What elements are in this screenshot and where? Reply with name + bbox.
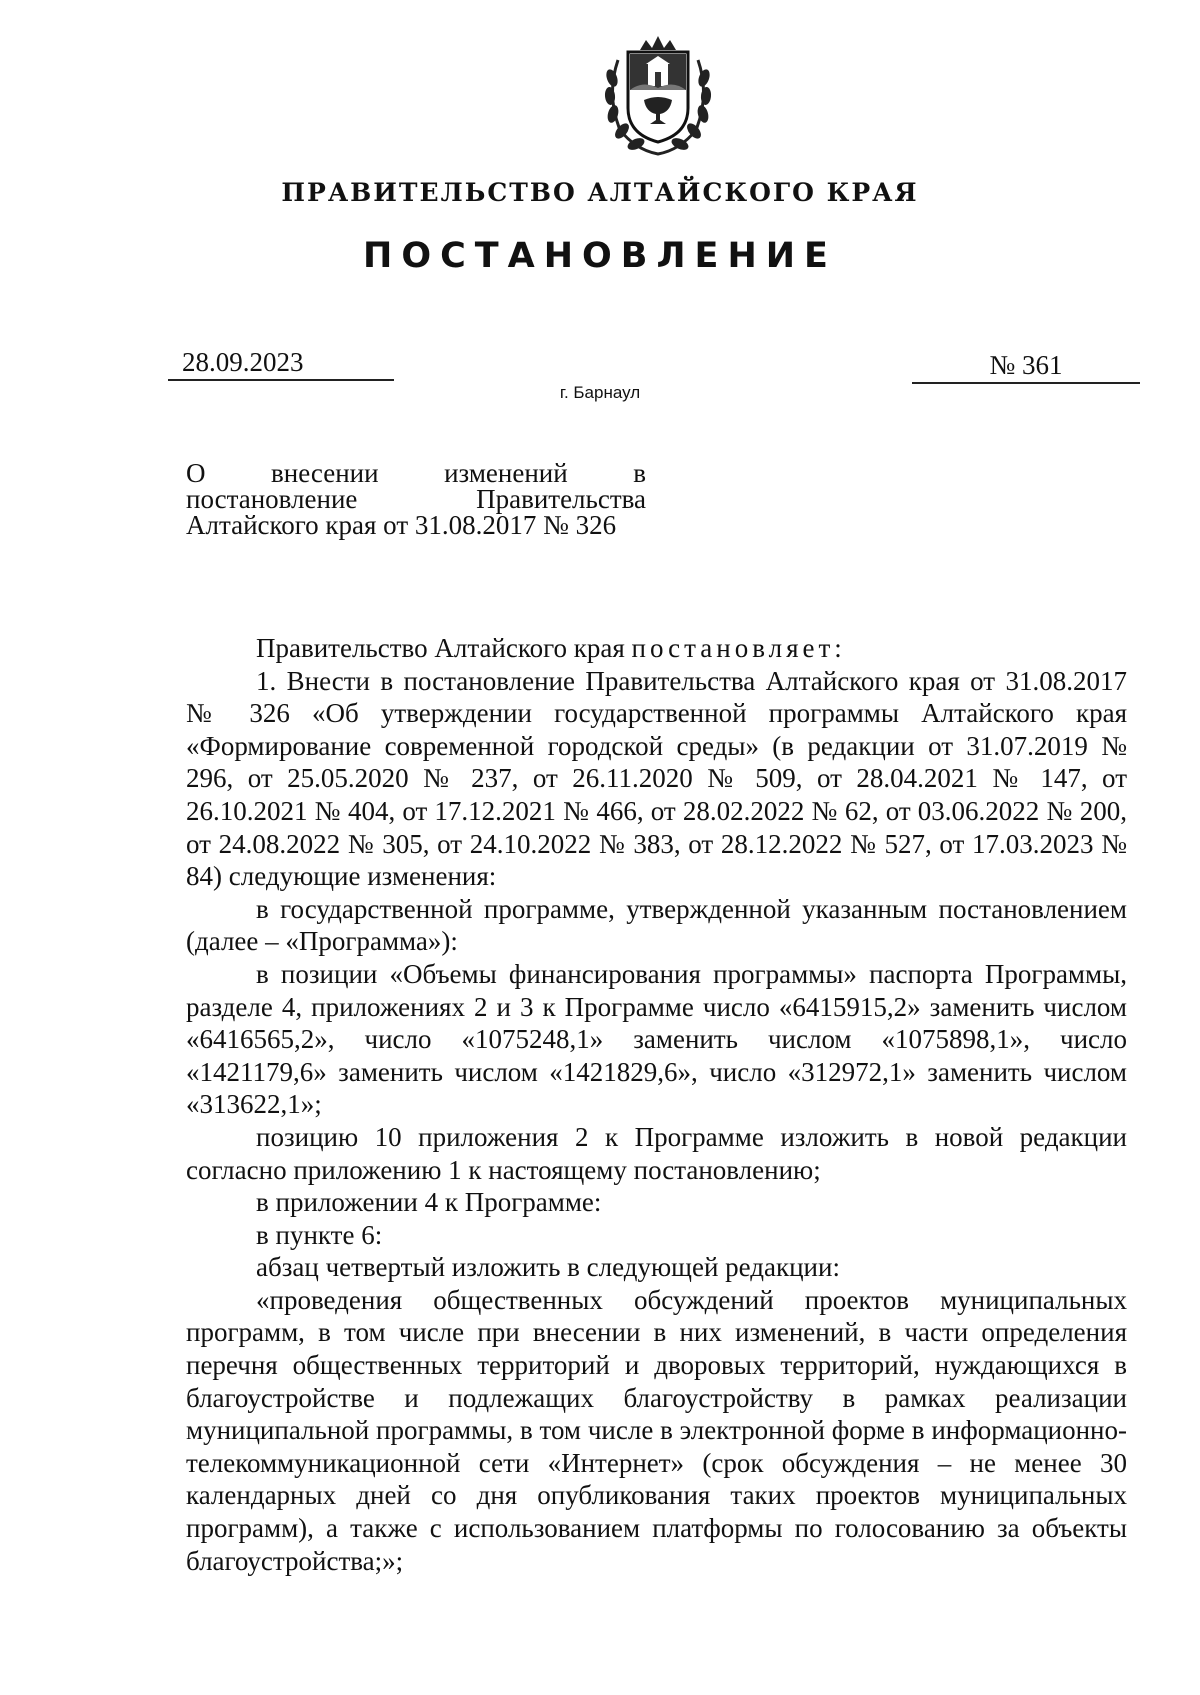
document-body — [186, 632, 1127, 1577]
subject-line: постановление Правительства — [186, 484, 646, 514]
government-name: ПРАВИТЕЛЬСТВО АЛТАЙСКОГО КРАЯ — [281, 178, 919, 207]
intro-verb: постановляет — [631, 633, 835, 663]
document-date: 28.09.2023 — [168, 347, 394, 381]
intro-paragraph — [186, 632, 1127, 665]
body-paragraph: позицию 10 приложения 2 к Программе изложить в новой редакции согласно приложению 1 к настоящему постановлению; — [186, 1121, 1127, 1185]
document-city: г. Барнаул — [559, 383, 641, 402]
body-paragraph: в пункте 6: — [256, 1219, 383, 1250]
document-number: № 361 — [912, 350, 1140, 384]
body-paragraph: в приложении 4 к Программе: — [256, 1187, 602, 1218]
subject-line: О внесении изменений в — [186, 458, 646, 488]
body-paragraph: в позиции «Объемы финансирования программы» паспорта Программы, разделе 4, приложениях 2 и 3 к Программе число «6415915,2» заменить числом «6416565,2», число «1075248,1» заменить числом «1075898,1», число «1421179,6» заменить числом «1421829,6», число «312972,1» заменить числом «313622,1»; — [186, 958, 1127, 1120]
document-subject — [186, 460, 646, 538]
coat-of-arms-emblem-icon — [598, 30, 718, 160]
document-type-title: ПОСТАНОВЛЕНИЕ — [363, 236, 837, 276]
body-paragraph: «проведения общественных обсуждений проектов муниципальных программ, в том числе при внесении в них изменений, в части определения перечня общественных территорий и дворовых территорий, нуждающихся в благоустройстве и подлежащих благоустройству в рамках реализации муниципальной программы, в том числе в электронной форме в информационно-телекоммуникационной сети «Интернет» (срок обсуждения – не менее 30 календарных дней со дня опубликования таких проектов муниципальных программ), а также с использованием платформы по голосованию за объекты благоустройства;»; — [186, 1284, 1127, 1576]
subject-line: Алтайского края от 31.08.2017 № 326 — [186, 510, 617, 540]
coat-of-arms-graphic — [598, 30, 718, 160]
intro-suffix: : — [834, 633, 842, 663]
intro-text: Правительство Алтайского края — [256, 633, 632, 663]
body-paragraph: в государственной программе, утвержденной указанным постановлением (далее – «Программа»): — [186, 893, 1127, 957]
body-paragraph: 1. Внести в постановление Правительства Алтайского края от 31.08.2017 № 326 «Об утверждении государственной программы Алтайского края «Формирование современной городской среды» (в редакции от 31.07.2019 № 296, от 25.05.2020 № 237, от 26.11.2020 № 509, от 28.04.2021 № 147, от 26.10.2021 № 404, от 17.12.2021 № 466, от 28.02.2022 № 62, от 03.06.2022 № 200, от 24.08.2022 № 305, от 24.10.2022 № 383, от 28.12.2022 № 527, от 17.03.2023 № 84) следующие изменения: — [186, 665, 1127, 892]
body-paragraph: абзац четвертый изложить в следующей редакции: — [256, 1252, 840, 1283]
